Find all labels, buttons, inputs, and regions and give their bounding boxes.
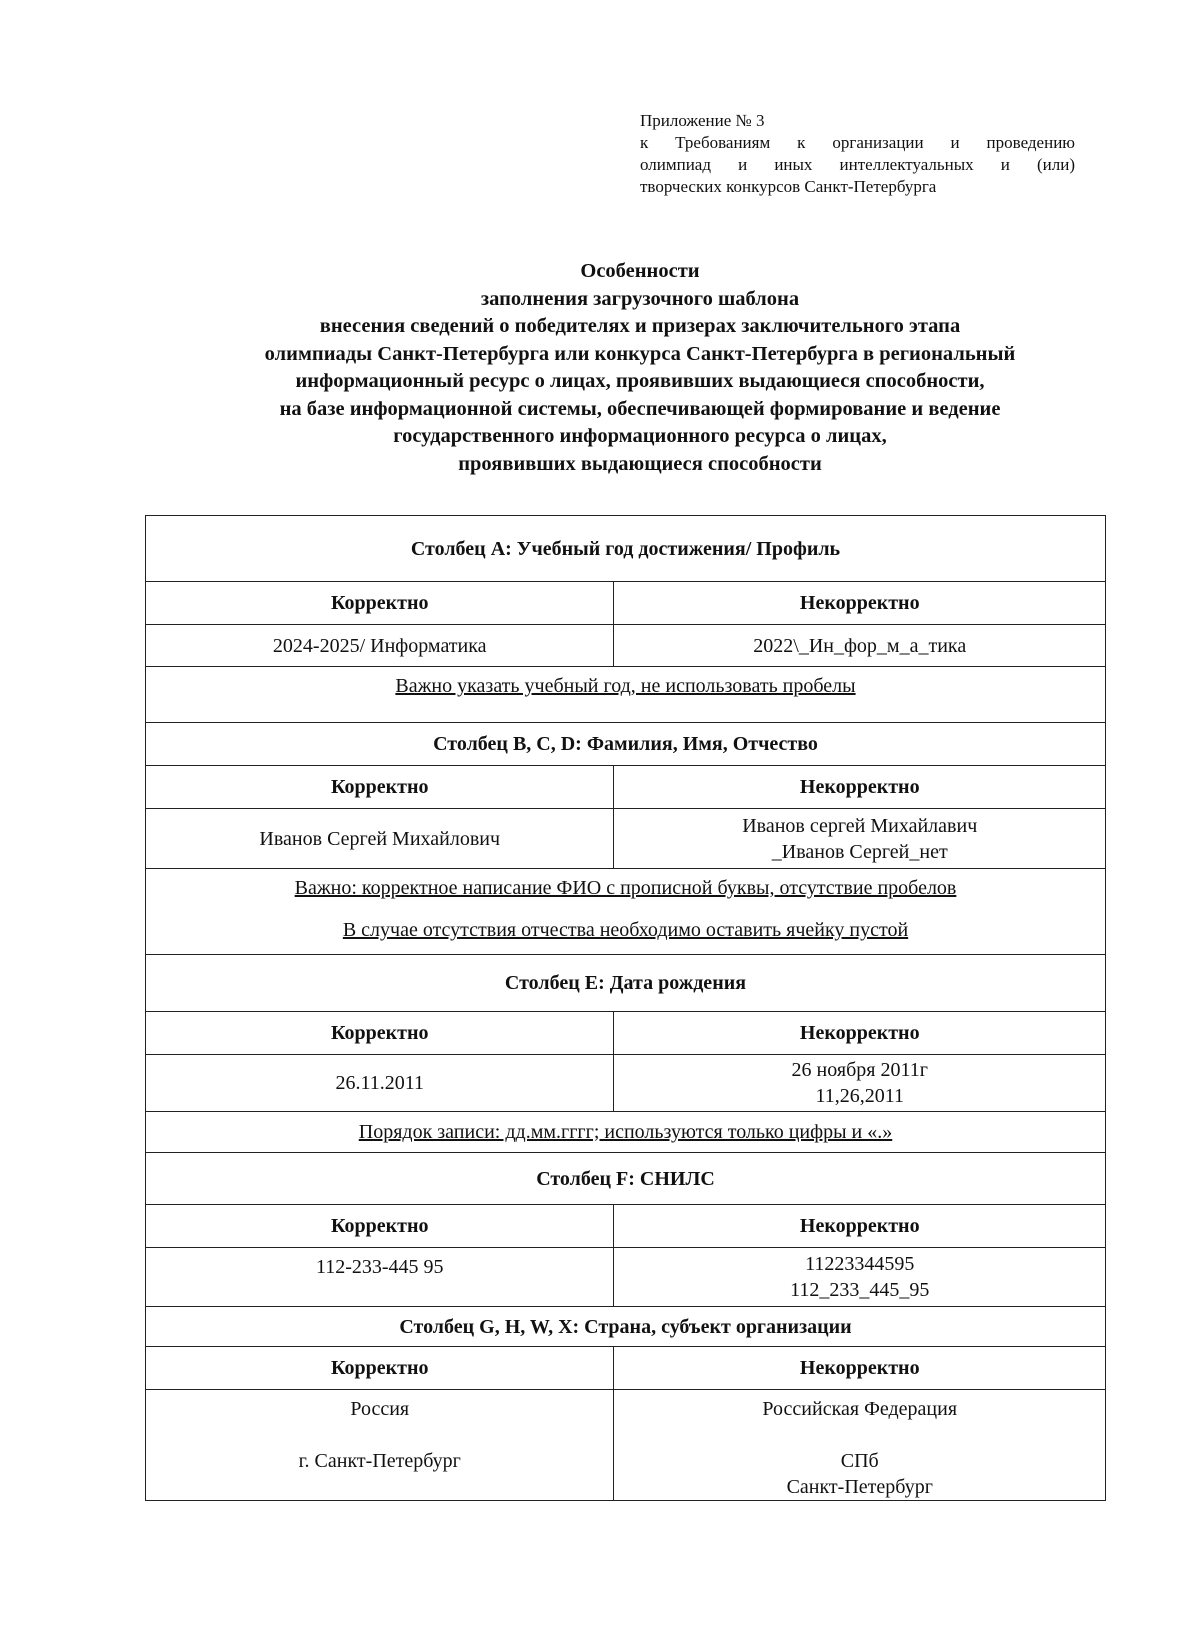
column-labels-row xyxy=(146,1012,1106,1055)
incorrect-value: 26 ноября 2011г xyxy=(791,1059,928,1081)
correct-label: Корректно xyxy=(146,582,614,625)
note-cell xyxy=(146,667,1106,723)
correct-example xyxy=(146,1248,614,1307)
title-line: заполнения загрузочного шаблона xyxy=(480,287,800,310)
correct-value: 112-233-445 95 xyxy=(315,1256,444,1278)
incorrect-example xyxy=(614,1390,1106,1501)
example-row xyxy=(146,1390,1106,1501)
column-labels-row xyxy=(146,766,1106,809)
incorrect-label: Некорректно xyxy=(614,1205,1106,1248)
title-line: Особенности xyxy=(580,260,700,282)
correct-value: Россия xyxy=(350,1398,410,1420)
section-header: Столбец F: СНИЛС xyxy=(146,1153,1106,1205)
example-row xyxy=(146,1055,1106,1112)
section-header: Столбец Е: Дата рождения xyxy=(146,955,1106,1012)
title-line: внесения сведений о победителях и призерах заключительного этапа xyxy=(319,315,961,337)
section-header-row xyxy=(146,1153,1106,1205)
column-labels-row xyxy=(146,582,1106,625)
section-header: Столбец А: Учебный год достижения/ Профиль xyxy=(146,516,1106,582)
section-header: Столбец G, H, W, X: Страна, субъект организации xyxy=(146,1307,1106,1347)
correct-example xyxy=(146,1055,614,1112)
incorrect-example xyxy=(614,1248,1106,1307)
example-row xyxy=(146,1248,1106,1307)
note-row xyxy=(146,1112,1106,1153)
incorrect-example xyxy=(614,1055,1106,1112)
note-cell xyxy=(146,869,1106,955)
correct-example xyxy=(146,809,614,869)
incorrect-value: _Иванов Сергей_нет xyxy=(771,840,948,863)
incorrect-value: 11,26,2011 xyxy=(815,1085,904,1107)
correct-value: г. Санкт-Петербург xyxy=(298,1450,461,1472)
title-line: олимпиады Санкт-Петербурга или конкурса Санкт-Петербурга в региональный xyxy=(264,342,1016,365)
incorrect-value: 112_233_445_95 xyxy=(790,1279,930,1301)
note-text: Порядок записи: дд.мм.гггг; используются только цифры и «.» xyxy=(358,1121,893,1143)
title-line: информационный ресурс о лицах, проявивших выдающиеся способности, xyxy=(295,370,985,392)
correct-label: Корректно xyxy=(146,1205,614,1248)
incorrect-example xyxy=(614,809,1106,869)
title-line: на базе информационной системы, обеспечивающей формирование и ведение xyxy=(279,397,1001,420)
note-row xyxy=(146,869,1106,955)
note-text: Важно: корректное написание ФИО с прописной буквы, отсутствие пробелов xyxy=(294,877,957,899)
appendix-line: к Требованиям к организации и проведению xyxy=(640,133,1075,152)
appendix-line: олимпиад и иных интеллектуальных и (или) xyxy=(640,155,1075,174)
appendix-line: творческих конкурсов Санкт-Петербурга xyxy=(640,177,937,196)
example-row xyxy=(146,625,1106,667)
correct-label: Корректно xyxy=(146,1347,614,1390)
note-text: В случае отсутствия отчества необходимо оставить ячейку пустой xyxy=(342,919,909,941)
section-header-row xyxy=(146,1307,1106,1347)
incorrect-label: Некорректно xyxy=(614,1347,1106,1390)
correct-label: Корректно xyxy=(146,766,614,809)
section-header: Столбец В, С, D: Фамилия, Имя, Отчество xyxy=(146,723,1106,766)
incorrect-value: 11223344595 xyxy=(805,1253,915,1275)
correct-value: Иванов Сергей Михайлович xyxy=(259,827,501,850)
column-labels-row xyxy=(146,1347,1106,1390)
note-text: Важно указать учебный год, не использовать пробелы xyxy=(395,675,856,697)
incorrect-value: 2022\_Ин_фор_м_а_тика xyxy=(753,634,967,657)
appendix-reference xyxy=(640,110,1075,198)
incorrect-label: Некорректно xyxy=(614,1012,1106,1055)
column-labels-row xyxy=(146,1205,1106,1248)
correct-example xyxy=(146,625,614,667)
document-title xyxy=(140,258,1140,478)
section-header-row xyxy=(146,955,1106,1012)
correct-example xyxy=(146,1390,614,1501)
incorrect-value: СПб xyxy=(840,1450,879,1472)
note-cell xyxy=(146,1112,1106,1153)
appendix-line: Приложение № 3 xyxy=(640,111,765,130)
correct-label: Корректно xyxy=(146,1012,614,1055)
section-header-row xyxy=(146,723,1106,766)
correct-value: 26.11.2011 xyxy=(335,1072,424,1094)
fill-rules-table xyxy=(145,515,1106,1501)
incorrect-label: Некорректно xyxy=(614,766,1106,809)
incorrect-label: Некорректно xyxy=(614,582,1106,625)
correct-value: 2024-2025/ Информатика xyxy=(272,634,487,657)
incorrect-value: Санкт-Петербург xyxy=(786,1476,933,1498)
incorrect-value: Российская Федерация xyxy=(762,1398,958,1420)
title-line: проявивших выдающиеся способности xyxy=(458,452,822,475)
note-row xyxy=(146,667,1106,723)
section-header-row xyxy=(146,516,1106,582)
title-line: государственного информационного ресурса о лицах, xyxy=(393,425,887,447)
incorrect-value: Иванов сергей Михайлавич xyxy=(742,814,978,837)
incorrect-example xyxy=(614,625,1106,667)
example-row xyxy=(146,809,1106,869)
